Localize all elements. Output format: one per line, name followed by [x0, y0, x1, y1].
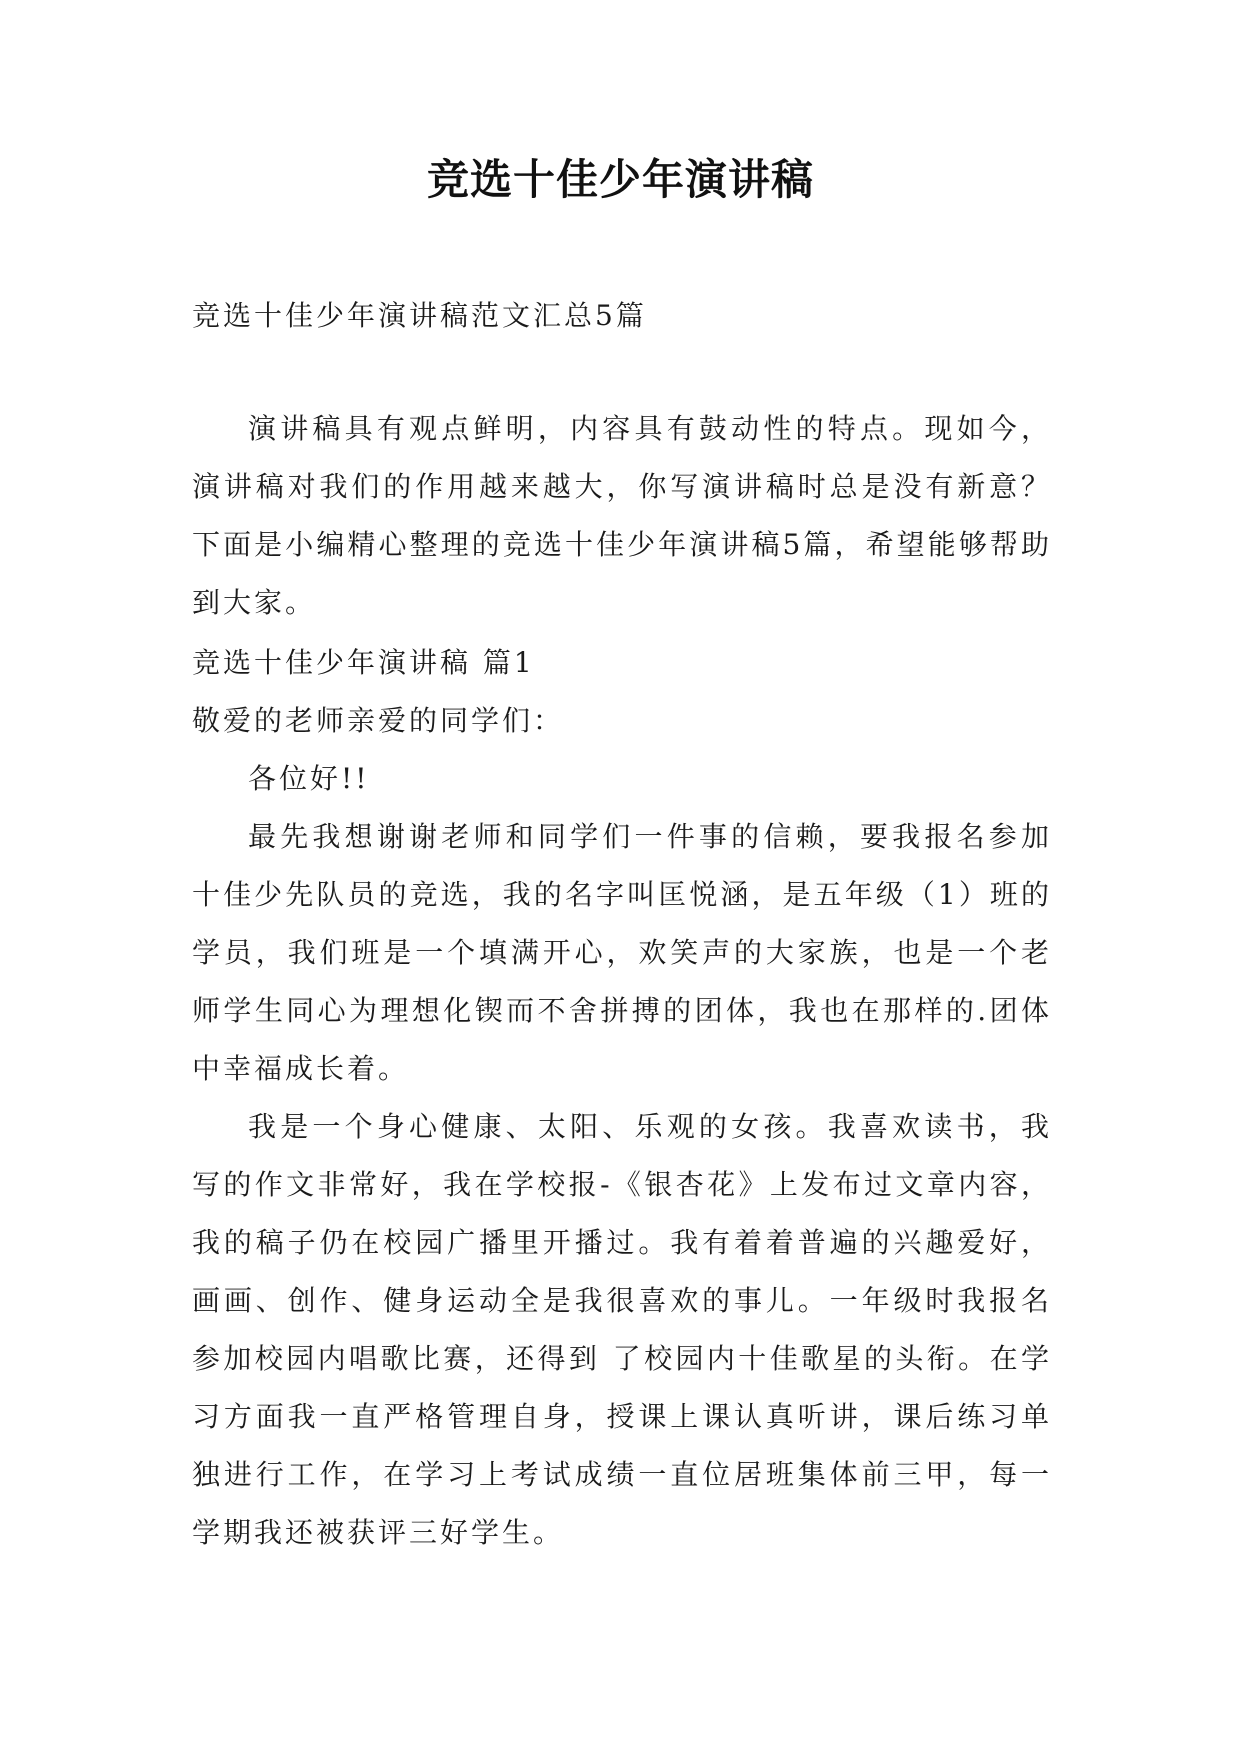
document-subtitle: 竞选十佳少年演讲稿范文汇总5篇: [192, 299, 647, 332]
section-heading: 竞选十佳少年演讲稿 篇1: [192, 646, 535, 679]
greeting-line: 敬爱的老师亲爱的同学们：: [192, 704, 565, 737]
document-title: 竞选十佳少年演讲稿: [426, 155, 814, 204]
hello-line: 各位好!!: [248, 762, 370, 795]
body-paragraph-2: 我是一个身心健康、太阳、乐观的女孩。我喜欢读书，我写的作文非常好，我在学校报-《银杏花》上发布过文章内容，我的稿子仍在校园广播里开播过。我有着着普遍的兴趣爱好，画画、创作、健身运动全是我很喜欢的事儿。一年级时我报名参加校园内唱歌比赛，还得到 了校园内十佳歌星的头衔。在学习方面我一直严格管理自身，授课上课认真听讲，课后练习单独进行工作，在学习上考试成绩一直位居班集体前三甲，每一学期我还被获评三好学生。: [192, 1110, 1052, 1549]
body-paragraph-1: 最先我想谢谢老师和同学们一件事的信赖，要我报名参加十佳少先队员的竞选，我的名字叫匡悦涵，是五年级（1）班的学员，我们班是一个填满开心，欢笑声的大家族，也是一个老师学生同心为理想化锲而不舍拼搏的团体，我也在那样的.团体中幸福成长着。: [192, 820, 1052, 1085]
intro-paragraph: 演讲稿具有观点鲜明，内容具有鼓动性的特点。现如今，演讲稿对我们的作用越来越大，你写演讲稿时总是没有新意？下面是小编精心整理的竞选十佳少年演讲稿5篇，希望能够帮助到大家。: [192, 412, 1052, 619]
